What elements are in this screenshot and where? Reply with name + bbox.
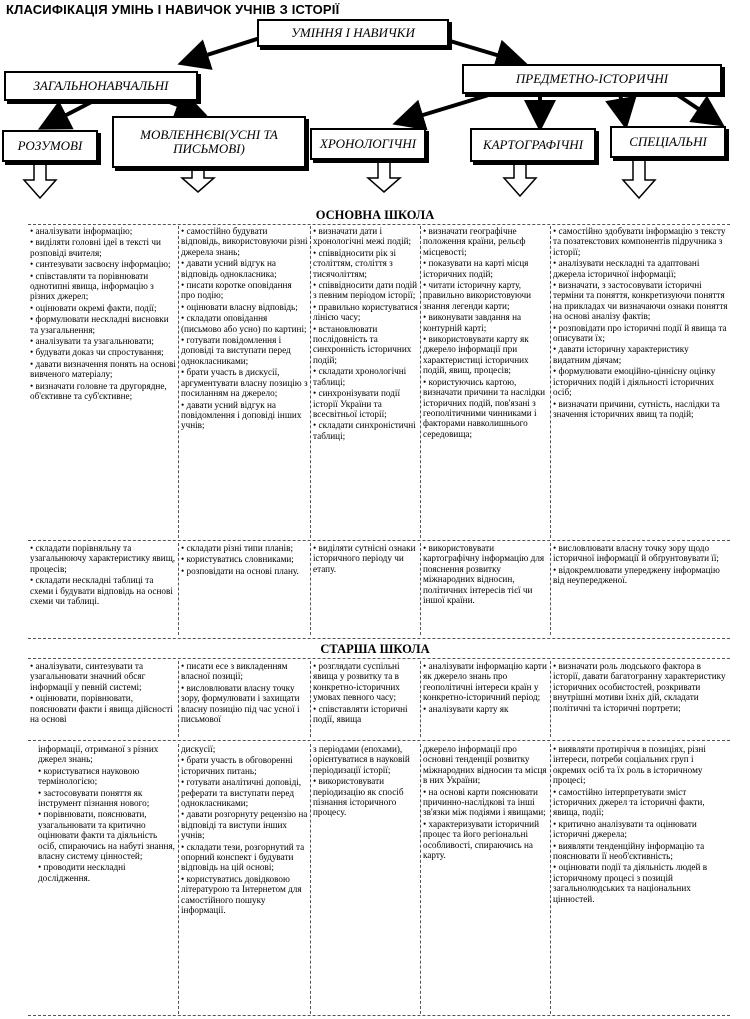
page-title: КЛАСИФІКАЦІЯ УМІНЬ І НАВИЧОК УЧНІВ З ІСТОРІЇ [6,2,340,17]
column-speech [178,543,310,635]
skill-item: • визначати причини, сутність, наслідки та значення історичних явищ та подій; [553,398,720,419]
skill-item: • складати синхроністичні таблиці; [313,420,416,441]
skill-item: • користуватися науковою термінологією; [38,765,140,787]
column-special [550,543,730,635]
skill-item: • співвідносити дати подій з певним періодом історії; [313,280,418,301]
down-arrow-icon [24,160,56,198]
skill-item: • співставляти історичні події, явища [313,703,408,725]
column-special [550,661,730,737]
skill-item: • самостійно здобувати інформацію з тексту та позатекстових компонентів підручника з історії; [553,226,726,257]
skill-item: • відокремлювати упереджену інформацію від неупередженої. [553,564,720,586]
skill-item: дискусії; [181,744,216,754]
skill-item: • визначати географічне положення країни, рельєф місцевості; [423,226,526,257]
skill-item: • характеризувати історичний процес та його регіональні особливості, спираючись на карту. [423,818,539,861]
skill-item: • використовувати карту як джерело інформації при характеристиці історичних подій, явищ, процесів; [423,334,529,376]
skill-item: з періодами (епохами), орієнтуватися в науковій періодизації історії; [313,744,410,775]
column-chronological [310,661,420,737]
node-speech: МОВЛЕННЄВІ(УСНІ ТА ПИСЬМОВІ) [112,116,306,168]
skill-item: • показувати на карті місця історичних подій; [423,258,529,279]
skill-item: • співвідносити рік зі століттям, століття з тисячоліттям; [313,247,397,279]
skill-item: • писати есе з викладенням власної позиції; [181,661,288,682]
skill-item: • встановлювати послідовність та синхронність історичних подій; [313,323,412,365]
skill-item: • визначати роль людського фактора в історії, давати багатогранну характеристику історичних особистостей, розкривати внутрішні мотиви їхніх дій, складати політичні та історичні портрети; [553,661,726,713]
node-cartographic: КАРТОГРАФІЧНІ [470,128,596,162]
column-speech [178,226,310,538]
node-subject-historical: ПРЕДМЕТНО-ІСТОРИЧНІ [462,64,722,94]
skill-item: • давати історичну характеристику видатним діячам; [553,344,689,365]
senior-school-block-1 [28,661,730,737]
skill-item: інформації, отриманої з різних джерел знань; [38,744,159,765]
divider [28,658,730,659]
skill-item: • оцінювати окремі факти, події; [30,302,157,313]
skill-item: • висловлювати власну точку зору, формулювати і захищати власну позицію під час усної і письмової [181,682,300,725]
column-special [550,226,730,538]
skill-item: • проводити нескладні дослідження. [38,862,126,883]
skill-item: • виявляти протиріччя в позиціях, різні інтереси, потреби соціальних груп і окремих осіб та їх роль в історичному процесі; [553,744,706,786]
skill-item: • аналізувати та узагальнювати; [30,336,154,347]
skill-item: • аналізувати інформацію карти як джерело знань про геополітичні інтереси країн у конкретно-історичний період; [423,661,547,703]
skill-item: • аналізувати інформацію; [30,226,133,236]
skill-item: • оцінювати, порівнювати, пояснювати факти і явища дійсності на основі [30,693,173,725]
divider [28,1015,730,1016]
column-special [550,744,730,1014]
skill-item: • розповідати на основі плану. [181,565,299,576]
column-speech [178,744,310,1014]
skill-item: • самостійно будувати відповідь, використовуючи різні джерела знань; [181,226,308,257]
skill-item: • оцінювати події та діяльність людей в історичному процесі з позицій загальнолюдських та національних цінностей. [553,862,708,904]
skill-item: • використовувати картографічну інформацію для пояснення розвитку міжнародних відносин, політичних інтересів тієї чи іншої країни. [423,543,545,606]
basic-school-block-2 [28,543,730,635]
skill-item: • готувати аналітичні доповіді, реферати та виступати перед однокласниками; [181,777,302,809]
skill-item: • складати тези, розгорнутий та опорний конспект і будувати відповідь на цій основі; [181,841,305,873]
skill-item: • давати усний відгук на відповідь однокласника; [181,258,277,279]
divider [28,224,730,225]
skill-item: • давати розгорнуту рецензію на відповіді та виступи інших учнів; [181,809,308,841]
skill-item: джерело інформації про основні тенденції розвитку міжнародних відносин та місця в них України; [423,744,547,786]
skill-item: • порівнювати, пояснювати, узагальнювати та критично оцінювати факти та діяльність осіб, спираючись на набуті знання, власну систему цінностей; [38,809,175,862]
skill-item: • виявляти тенденційну інформацію та пояснювати її необ'єктивність; [553,840,705,862]
skill-item: • синтезувати засвоєну інформацію; [30,259,171,270]
skill-item: • писати коротке оповідання про подію; [181,280,292,301]
node-general-learning: ЗАГАЛЬНОНАВЧАЛЬНІ [4,71,198,101]
skill-item: • співставляти та порівнювати однотипні явища, інформацію з різних джерел; [30,270,154,302]
skill-item: • виділяти головні ідеї в тексті чи розповіді вчителя; [30,237,161,258]
skill-item: • формулювати нескладні висновки та узагальнення; [30,314,169,335]
down-arrow-icon [504,160,536,196]
column-cartographic [420,543,550,635]
skill-item: • читати історичну карту, правильно використовуючи знання легенди карти; [423,280,532,311]
column-chronological [310,543,420,635]
skill-item: • складати нескладні таблиці та схеми і будувати відповідь на основі схеми чи таблиці. [30,575,173,607]
skill-item: • розглядати суспільні явища у розвитку та в конкретно-історичних умовах певного часу; [313,661,400,703]
skill-item: • будувати доказ чи спростування; [30,347,164,358]
node-mental: РОЗУМОВІ [2,130,98,162]
skill-item: • користуватись словниками; [181,554,294,565]
column-cartographic [420,744,550,1014]
skill-item: • оцінювати власну відповідь; [181,301,298,312]
divider [28,540,730,541]
column-cartographic [420,226,550,538]
skill-item: • складати порівняльну та узагальнюючу характеристику явищ, процесів; [30,543,176,574]
column-mental [28,226,178,538]
skill-item: • на основі карти пояснювати причинно-наслідкові та інші зв'язки між подіями і явищами; [423,786,546,818]
skill-item: • готувати повідомлення і доповіді та виступати перед однокласниками; [181,335,291,366]
down-arrow-icon [623,160,655,198]
skill-item: • брати участь в обговоренні історичних питань; [181,755,293,776]
skill-item: • користуватись довідковою літературою та Інтернетом для самостійного пошуку інформації. [181,873,302,916]
column-chronological [310,226,420,538]
skill-item: • виконувати завдання на контурній карті; [423,312,522,333]
senior-school-block-2 [28,744,730,1014]
node-skills: УМІННЯ І НАВИЧКИ [257,19,449,47]
skill-item: • брати участь в дискусії, аргументувати власну позицію з посиланням на джерело; [181,367,308,399]
skill-item: • правильно користуватися лінією часу; [313,301,418,323]
skill-item: • складати хронологічні таблиці; [313,366,407,387]
skill-item: • самостійно інтерпретувати зміст історичних джерел та історичні факти, явища, події; [553,786,705,818]
column-chronological [310,744,420,1014]
skill-item: • визначати дати і хронологічні межі подій; [313,226,412,247]
skill-item: • синхронізувати події історії України та всесвітньої історії; [313,388,401,419]
skill-item: • аналізувати карту як [423,703,509,714]
skill-item: • застосовувати поняття як інструмент пізнання нового; [38,787,150,809]
skill-item: • виділяти сутнісні ознаки історичного періоду чи етапу. [313,543,416,574]
skill-item: • давати визначення понять на основі вивченого матеріалу; [30,358,176,380]
section-senior-school-heading: СТАРША ШКОЛА [320,642,430,656]
column-mental [28,744,178,1014]
node-chronological: ХРОНОЛОГІЧНІ [310,128,426,160]
divider [28,638,730,639]
skill-item: • аналізувати, синтезувати та узагальнювати значний обсяг інформації у певній системі; [30,661,146,692]
skill-item: • формулювати емоційно-ціннісну оцінку історичних подій і діяльності історичних осіб; [553,366,716,398]
section-basic-school-heading: ОСНОВНА ШКОЛА [315,208,435,222]
skill-item: • складати різні типи планів; [181,543,294,553]
column-mental [28,543,178,635]
skill-item: • розповідати про історичні події й явища та описувати їх; [553,322,727,344]
skill-item: • визначати головне та другорядне, об'єктивне та суб'єктивне; [30,380,167,402]
skill-item: • критично аналізувати та оцінювати історичні джерела; [553,818,697,840]
skill-item: • висловлювати власну точку зору щодо історичної інформації й обґрунтовувати її; [553,543,719,564]
skill-item: • аналізувати нескладні та адаптовані джерела історичної інформації; [553,258,700,279]
skill-item: • користуючись картою, визначати причини та наслідки історичних подій, пов'язані з геополітичними чинниками і факторами навколишнього середовища; [423,376,546,439]
skill-item: • давати усний відгук на повідомлення і доповіді інших учнів; [181,399,302,431]
column-mental [28,661,178,737]
basic-school-block-1 [28,226,730,538]
skill-item: • використовувати періодизацію як спосіб пізнання історичного процесу. [313,776,404,818]
skill-item: • складати оповідання (письмово або усно) по картині; [181,313,307,334]
down-arrow-icon [368,160,400,192]
column-speech [178,661,310,737]
node-special: СПЕЦІАЛЬНІ [610,126,726,158]
divider [28,740,730,741]
column-cartographic [420,661,550,737]
skill-item: • визначати, з застосовувати історичні терміни та поняття, конкретизуючи поняття на прикладах чи визначаючи ознаки поняття на основі аналізу фактів; [553,280,728,322]
